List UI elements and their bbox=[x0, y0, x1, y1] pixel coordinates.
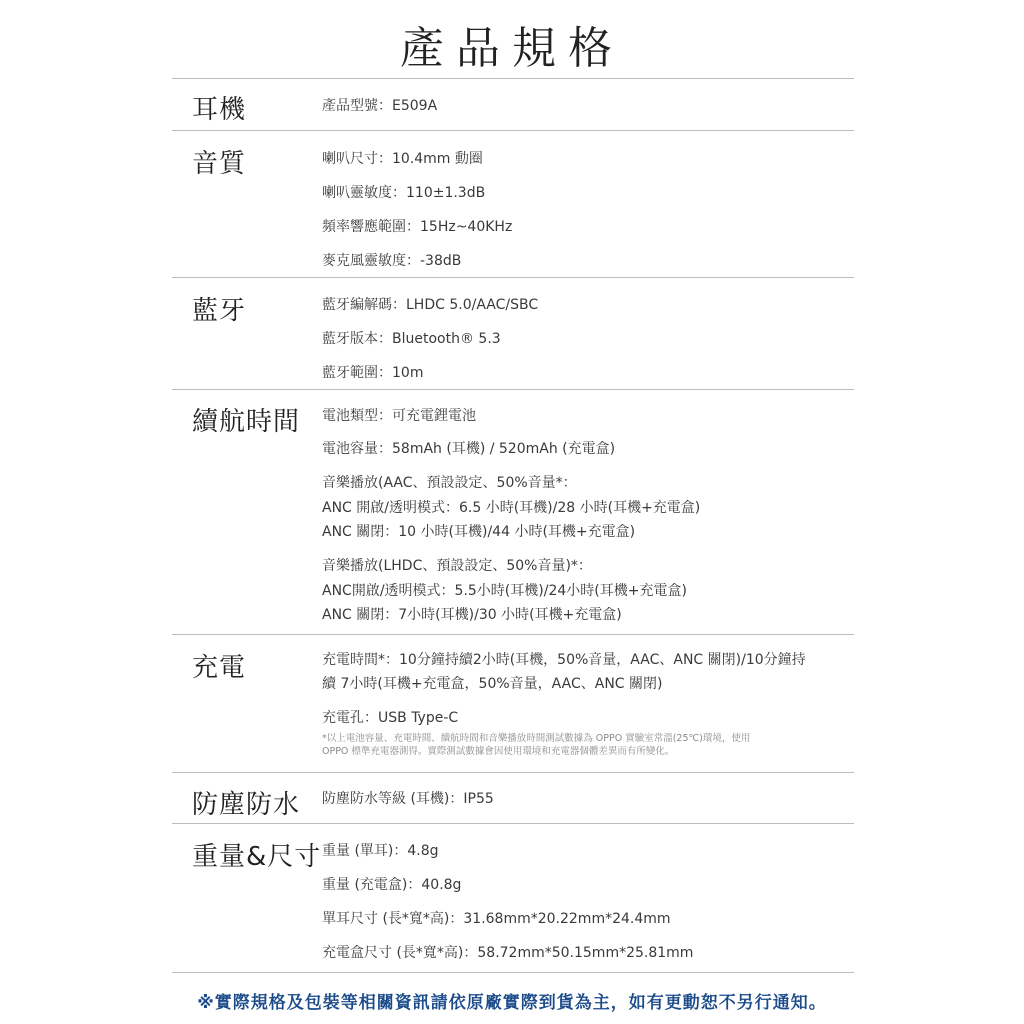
section-title-earphones: 耳機 bbox=[192, 95, 247, 125]
spec-line-aac-anc-on: ANC 開啟/透明模式：6.5 小時(耳機)/28 小時(耳機+充電盒) bbox=[322, 500, 701, 516]
spec-line-bt-version: 藍牙版本：Bluetooth® 5.3 bbox=[322, 331, 501, 347]
section-battery bbox=[172, 390, 854, 635]
page-title: 產品規格 bbox=[400, 23, 624, 74]
spec-line-model: 產品型號：E509A bbox=[322, 98, 438, 114]
spec-line-battery-capacity: 電池容量：58mAh (耳機) / 520mAh (充電盒) bbox=[322, 441, 616, 457]
section-title-weight: 重量&尺寸 bbox=[192, 842, 322, 872]
spec-line-aac-heading: 音樂播放(AAC、預設設定、50%音量*： bbox=[322, 475, 577, 491]
spec-line-codec: 藍牙編解碼：LHDC 5.0/AAC/SBC bbox=[322, 297, 539, 313]
section-title-bluetooth: 藍牙 bbox=[192, 296, 247, 326]
spec-table bbox=[172, 78, 854, 973]
spec-line-frequency-response: 頻率響應範圍：15Hz~40KHz bbox=[322, 219, 513, 235]
spec-line-ip-rating: 防塵防水等級 (耳機)：IP55 bbox=[322, 791, 494, 807]
spec-line-battery-type: 電池類型：可充電鋰電池 bbox=[322, 408, 476, 424]
section-earphones bbox=[172, 79, 854, 131]
footer-disclaimer: ※實際規格及包裝等相關資訊請依原廠實際到貨為主，如有更動恕不另行通知。 bbox=[197, 993, 827, 1013]
spec-line-case-weight: 重量 (充電盒)：40.8g bbox=[322, 877, 462, 893]
spec-line-case-size: 充電盒尺寸 (長*寬*高)：58.72mm*50.15mm*25.81mm bbox=[322, 945, 694, 961]
spec-line-charge-time-1: 充電時間*：10分鐘持續2小時(耳機，50%音量，AAC、ANC 關閉)/10分鐘持 bbox=[322, 652, 806, 668]
spec-line-earbud-size: 單耳尺寸 (長*寬*高)：31.68mm*20.22mm*24.4mm bbox=[322, 911, 671, 927]
spec-line-lhdc-anc-on: ANC開啟/透明模式：5.5小時(耳機)/24小時(耳機+充電盒) bbox=[322, 583, 687, 599]
section-weight bbox=[172, 824, 854, 973]
spec-line-earbud-weight: 重量 (單耳)：4.8g bbox=[322, 843, 439, 859]
charging-footnote-2: OPPO 標準充電器測得。實際測試數據會因使用環境和充電器個體差異而有所變化。 bbox=[322, 746, 675, 757]
spec-line-lhdc-anc-off: ANC 關閉：7小時(耳機)/30 小時(耳機+充電盒) bbox=[322, 607, 622, 623]
section-charging bbox=[172, 635, 854, 773]
spec-line-driver-sensitivity: 喇叭靈敏度：110±1.3dB bbox=[322, 185, 486, 201]
spec-line-bt-range: 藍牙範圍：10m bbox=[322, 365, 424, 381]
section-title-waterproof: 防塵防水 bbox=[192, 790, 301, 820]
section-title-charging: 充電 bbox=[192, 653, 247, 683]
spec-line-charge-time-2: 續 7小時(耳機+充電盒，50%音量，AAC、ANC 關閉) bbox=[322, 676, 663, 692]
section-bluetooth bbox=[172, 278, 854, 390]
section-waterproof bbox=[172, 773, 854, 824]
section-sound bbox=[172, 131, 854, 278]
spec-line-aac-anc-off: ANC 關閉：10 小時(耳機)/44 小時(耳機+充電盒) bbox=[322, 524, 636, 540]
spec-line-charge-port: 充電孔：USB Type-C bbox=[322, 710, 459, 726]
spec-line-driver-size: 喇叭尺寸：10.4mm 動圈 bbox=[322, 151, 483, 167]
charging-footnote-1: *以上電池容量、充電時間、續航時間和音樂播放時間測試數據為 OPPO 實驗室常溫(25℃)環境，使用 bbox=[322, 733, 751, 744]
spec-line-lhdc-heading: 音樂播放(LHDC、預設設定、50%音量)*： bbox=[322, 558, 592, 574]
section-title-battery: 續航時間 bbox=[192, 407, 301, 437]
section-title-sound: 音質 bbox=[192, 149, 247, 179]
spec-line-mic-sensitivity: 麥克風靈敏度：-38dB bbox=[322, 253, 462, 269]
